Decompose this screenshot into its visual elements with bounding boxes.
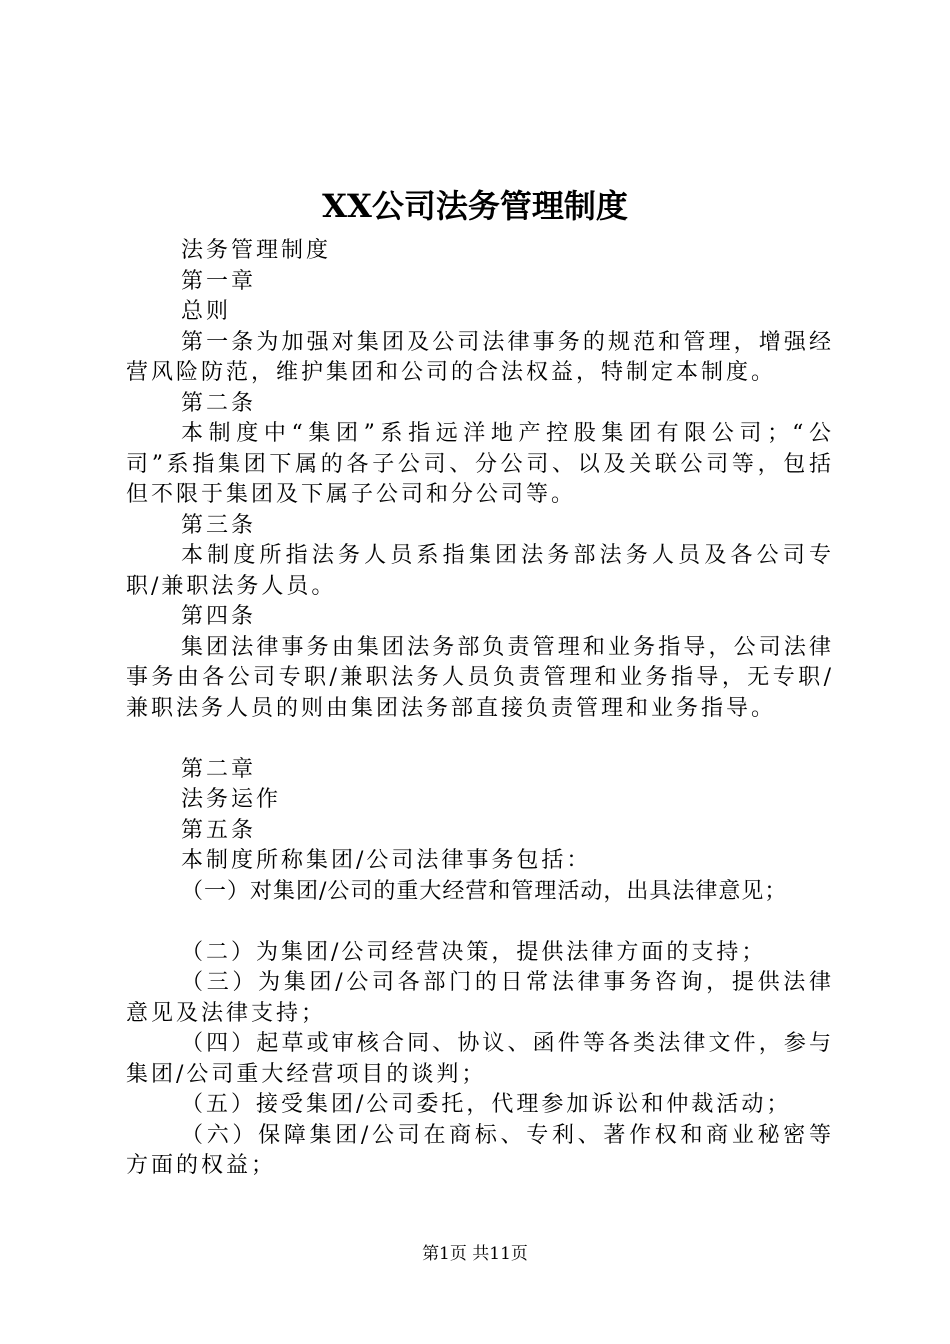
list-item: （四）起草或审核合同、协议、函件等各类法律文件，参与集团/公司重大经营项目的谈判； — [126, 1031, 834, 1087]
chapter-title: 总则 — [181, 299, 232, 324]
article-paragraph: 本制度所指法务人员系指集团法务部法务人员及各公司专职/兼职法务人员。 — [126, 543, 834, 599]
article-paragraph: 集团法律事务由集团法务部负责管理和业务指导，公司法律事务由各公司专职/兼职法务人员负责管理和业务指导，无专职/兼职法务人员的则由集团法务部直接负责管理和业务指导。 — [126, 634, 834, 721]
paragraph-spacer — [126, 907, 834, 938]
list-item: （三）为集团/公司各部门的日常法律事务咨询，提供法律意见及法律支持； — [126, 970, 834, 1026]
body-paragraph: 法务管理制度 — [181, 238, 332, 263]
chapter-heading: 第二章 — [181, 756, 257, 782]
document-title: XX公司法务管理制度 — [322, 187, 628, 225]
list-item: （五）接受集团/公司委托，代理参加诉讼和仲裁活动； — [181, 1092, 792, 1117]
document-body — [126, 236, 834, 1182]
chapter-heading: 第一章 — [181, 268, 257, 294]
article-heading: 第三条 — [181, 512, 257, 538]
list-item: （一）对集团/公司的重大经营和管理活动，出具法律意见； — [181, 878, 788, 904]
article-heading: 第五条 — [181, 817, 257, 843]
list-item: （六）保障集团/公司在商标、专利、著作权和商业秘密等方面的权益； — [126, 1122, 834, 1178]
article-heading: 第四条 — [181, 604, 257, 629]
article-paragraph: 本制度中“集团”系指远洋地产控股集团有限公司；“公司”系指集团下属的各子公司、分公司、以及关联公司等，包括但不限于集团及下属子公司和分公司等。 — [126, 421, 834, 507]
article-paragraph: 第一条为加强对集团及公司法律事务的规范和管理，增强经营风险防范，维护集团和公司的合法权益，特制定本制度。 — [126, 329, 834, 385]
article-paragraph: 本制度所称集团/公司法律事务包括： — [181, 848, 592, 873]
paragraph-spacer — [126, 724, 834, 755]
list-item: （二）为集团/公司经营决策，提供法律方面的支持； — [181, 939, 767, 965]
article-heading: 第二条 — [181, 390, 257, 416]
chapter-title: 法务运作 — [181, 787, 282, 812]
page-footer: 第1页 共11页 — [422, 1244, 528, 1264]
